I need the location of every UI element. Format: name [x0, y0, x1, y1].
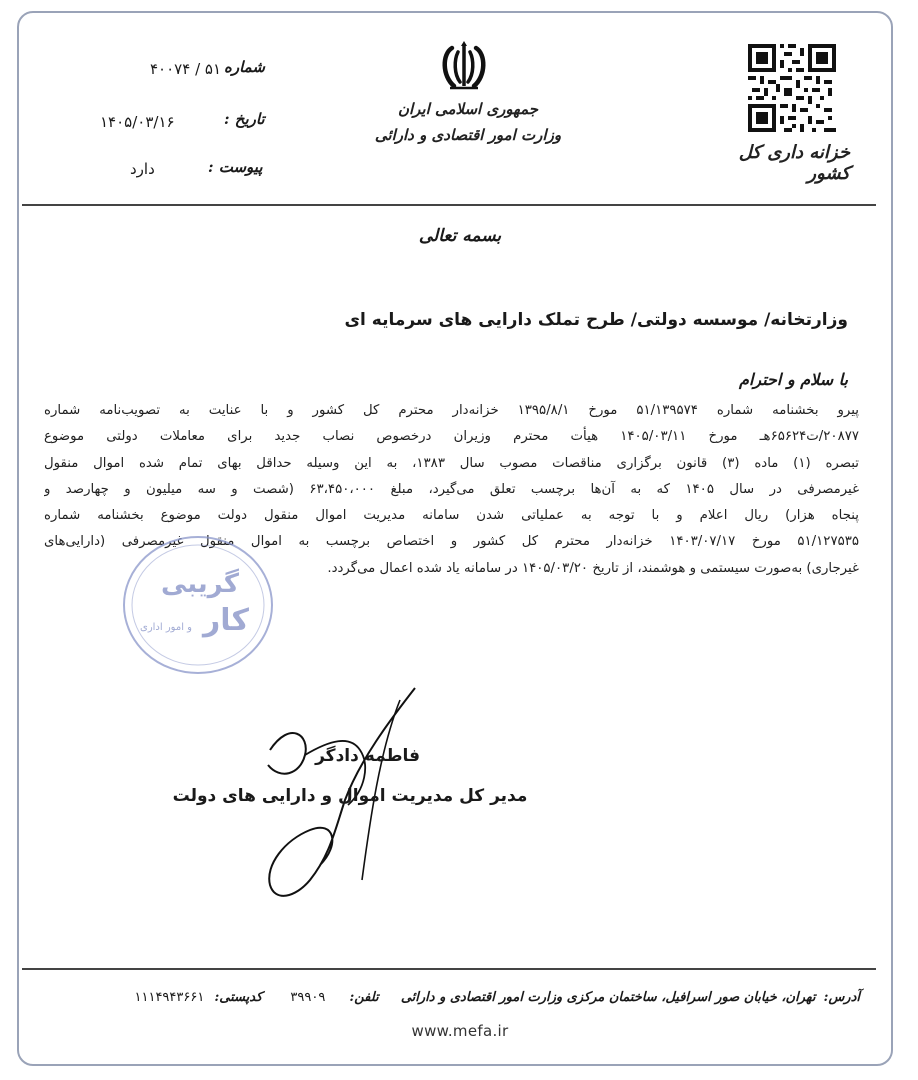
website-link[interactable]: www.mefa.ir	[411, 1022, 509, 1040]
phone-number: ۳۹۹۰۹	[290, 990, 326, 1005]
address-text: تهران، خیابان صور اسرافیل، ساختمان مرکزی وزارت امور اقتصادی و دارائی	[400, 990, 816, 1005]
body-line: ۲۰۸۷۷/ت۶۵۶۲۴هـ مورخ ۱۴۰۵/۰۳/۱۱ هیأت محترم وزیران درخصوص نصاب جدید برای معاملات دولتی موضوع	[44, 429, 859, 445]
stamp-line-3: و امور اداری	[140, 622, 192, 633]
footer-divider	[22, 968, 876, 970]
postal-code-label: کدپستی:	[214, 990, 263, 1005]
body-line: غیرمصرفی در سال ۱۴۰۵ که به آن‌ها برچسب تعلق می‌گیرد، مبلغ ۶۳،۴۵۰،۰۰۰ (شصت و سه میلیون و چهارصد و	[44, 481, 859, 497]
body-line: تبصره (۱) ماده (۳) قانون برگزاری مناقصات مصوب سال ۱۳۸۳، به این وسیله حداقل بهای تمام شده اموال منقول	[44, 455, 859, 471]
qr-code-icon	[748, 44, 836, 132]
body-line: پنجاه هزار) ریال اعلام و با توجه به عملیاتی شدن سامانه مدیریت اموال منقول دولت موضوع بخشنامه شماره	[44, 508, 859, 524]
attachment-value: دارد	[130, 160, 155, 178]
ministry-line-1: جمهوری اسلامی ایران	[397, 100, 539, 118]
body-line: ۵۱/۱۲۷۵۳۵ مورخ ۱۴۰۳/۰۷/۱۷ خزانه‌دار محترم کل کشور و اختصاص برچسب به اموال منقول غیرمصرفی (دارایی‌های	[44, 534, 859, 550]
recipient: وزارتخانه/ موسسه دولتی/ طرح تملک دارایی های سرمایه ای	[344, 310, 848, 330]
treasury-name: خزانه داری کل کشور	[738, 142, 850, 184]
signer-title: مدیر کل مدیریت اموال و دارایی های دولت	[172, 786, 528, 806]
header-divider	[22, 204, 876, 206]
footer-contact	[100, 990, 860, 1005]
letter-number: ۵۱ / ۴۰۰۷۴	[150, 60, 222, 78]
phone-label: تلفن:	[349, 990, 379, 1005]
letter-number-label: شماره	[224, 58, 265, 76]
official-stamp-icon	[118, 530, 278, 680]
address-label: آدرس:	[823, 990, 860, 1005]
postal-code: ۱۱۱۴۹۴۳۶۶۱	[134, 990, 205, 1005]
stamp-line-1: گریبی	[161, 569, 239, 599]
body-line: غیرجاری) به‌صورت سیستمی و هوشمند، از تاریخ ۱۴۰۵/۰۳/۲۰ در سامانه یاد شده اعمال می‌گردد.	[327, 560, 859, 576]
basmala: بسمه تعالی	[418, 226, 502, 246]
stamp-line-2: کار	[203, 603, 249, 638]
body-line: پیرو بخشنامه شماره ۵۱/۱۳۹۵۷۴ مورخ ۱۳۹۵/۸/۱ خزانه‌دار محترم کل کشور و با عنایت به تصویب‌نامه شماره	[44, 403, 859, 418]
signer-name: فاطمه دادگر	[315, 746, 420, 766]
salutation: با سلام و احترام	[739, 370, 848, 389]
ministry-name	[318, 96, 618, 148]
letter-date: ۱۴۰۵/۰۳/۱۶	[100, 113, 175, 131]
ministry-line-2: وزارت امور اقتصادی و دارائی	[374, 126, 562, 144]
iran-emblem-icon	[436, 40, 492, 94]
attachment-label: پیوست :	[208, 158, 263, 176]
letter-date-label: تاریخ :	[224, 110, 265, 128]
